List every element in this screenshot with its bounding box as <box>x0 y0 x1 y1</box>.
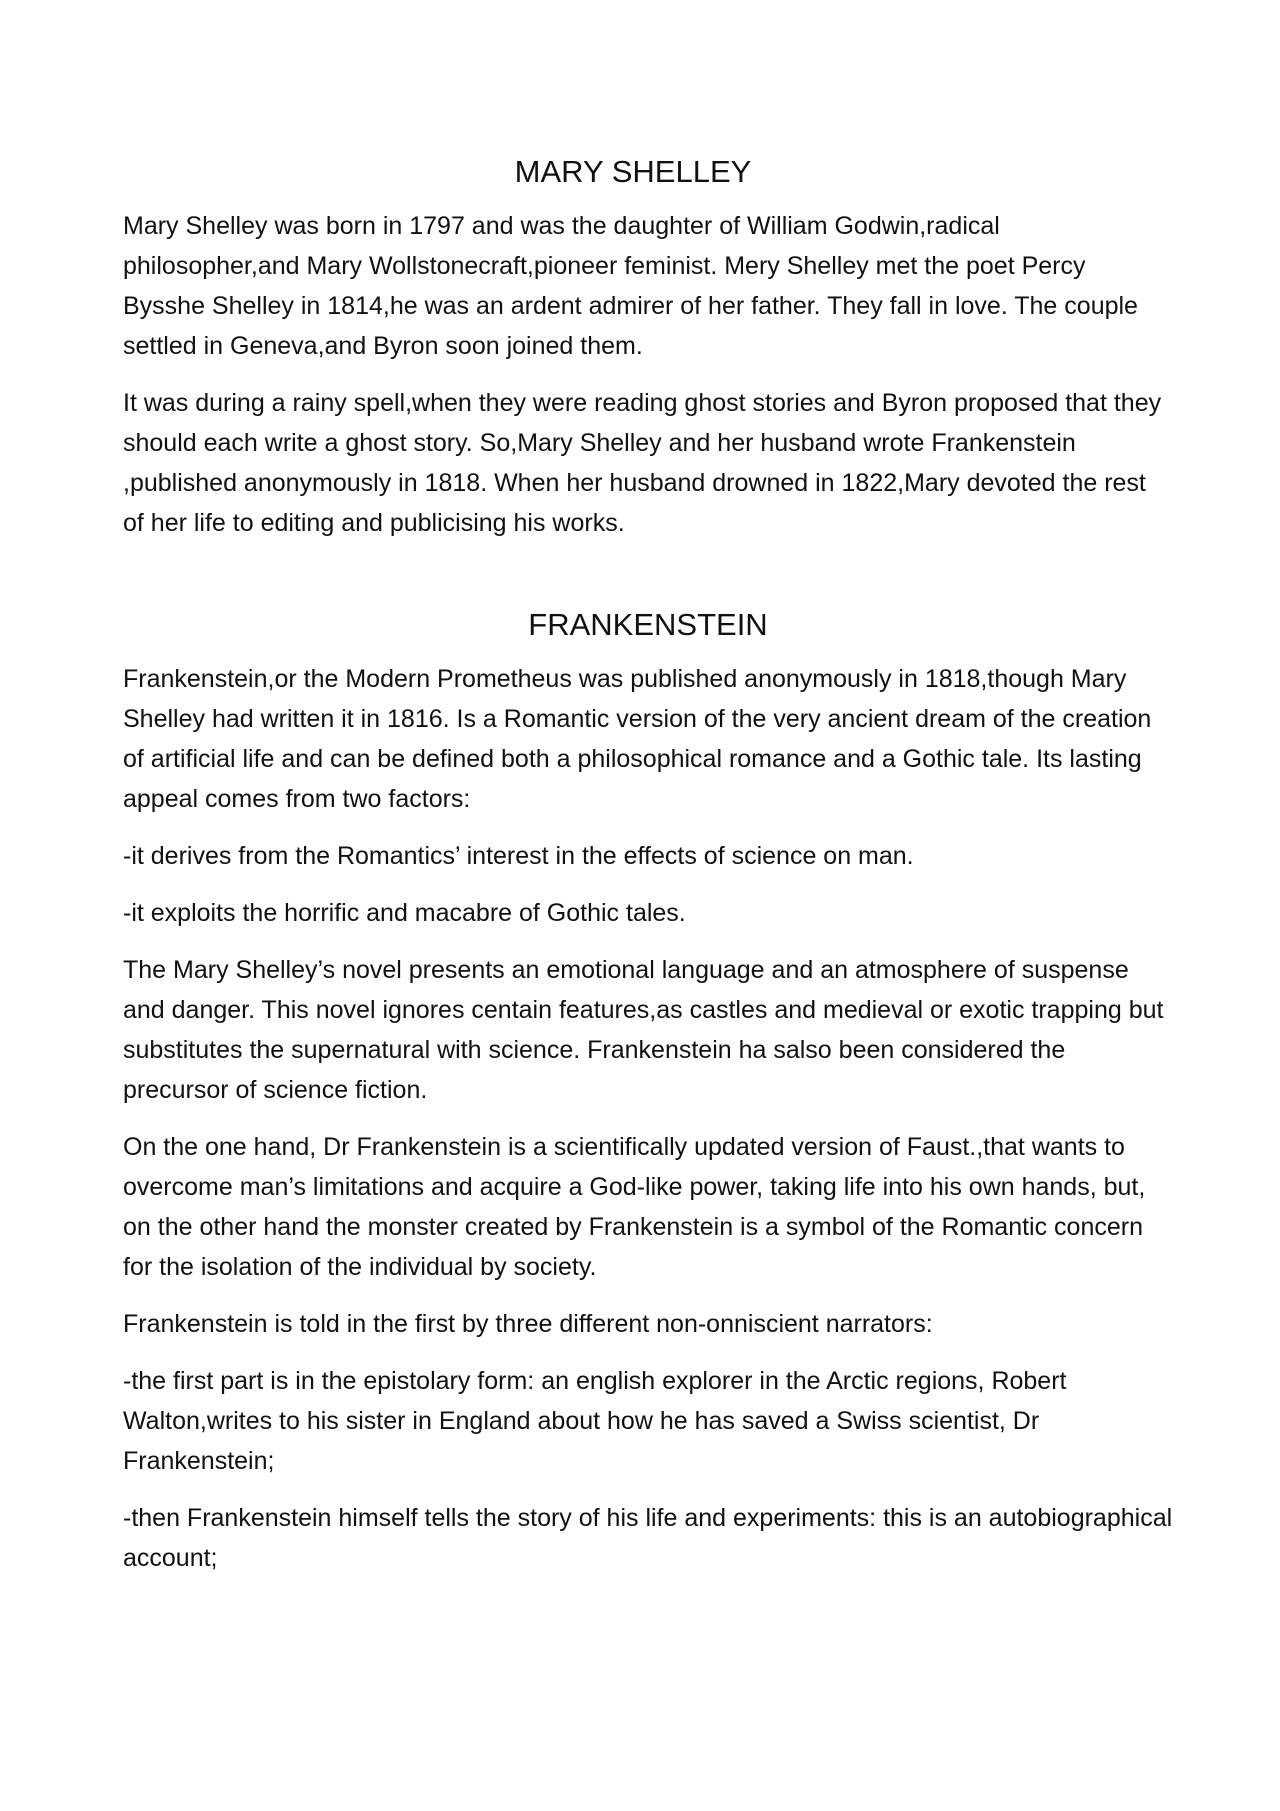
paragraph: -the first part is in the epistolary form: an english explorer in the Arctic regions, Robert Walton,writes to his sister in England about how he has saved a Swiss scientist, Dr Frankenstein; <box>123 1367 1067 1475</box>
paragraph: Frankenstein is told in the first by three different non-onniscient narrators: <box>123 1310 933 1338</box>
paragraph: The Mary Shelley’s novel presents an emotional language and an atmosphere of suspense and danger. This novel ignores centain features,as castles and medieval or exotic trapping but substitutes the supernatural with science. Frankenstein ha salso been considered the precursor of science fiction. <box>123 956 1164 1104</box>
document-page <box>123 152 1173 1595</box>
paragraph: -then Frankenstein himself tells the story of his life and experiments: this is an autobiographical account; <box>123 1504 1173 1572</box>
section-title-frankenstein: FRANKENSTEIN <box>528 607 768 642</box>
paragraph: Frankenstein,or the Modern Prometheus was published anonymously in 1818,though Mary Shelley had written it in 1816. Is a Romantic version of the very ancient dream of the creation of artificial life and can be defined both a philosophical romance and a Gothic tale. Its lasting appeal comes from two factors: <box>123 665 1152 813</box>
paragraph: It was during a rainy spell,when they were reading ghost stories and Byron proposed that they should each write a ghost story. So,Mary Shelley and her husband wrote Frankenstein ,published anonymously in 1818. When her husband drowned in 1822,Mary devoted the rest of her life to editing and publicising his works. <box>123 389 1162 537</box>
paragraph: -it exploits the horrific and macabre of Gothic tales. <box>123 899 686 927</box>
section-title-mary-shelley: MARY SHELLEY <box>514 154 752 189</box>
paragraph: Mary Shelley was born in 1797 and was the daughter of William Godwin,radical philosopher,and Mary Wollstonecraft,pioneer feminist. Mery Shelley met the poet Percy Bysshe Shelley in 1814,he was an ardent admirer of her father. They fall in love. The couple settled in Geneva,and Byron soon joined them. <box>123 212 1138 360</box>
paragraph: -it derives from the Romantics’ interest in the effects of science on man. <box>123 842 914 870</box>
paragraph: On the one hand, Dr Frankenstein is a scientifically updated version of Faust.,that wants to overcome man’s limitations and acquire a God-like power, taking life into his own hands, but, on the other hand the monster created by Frankenstein is a symbol of the Romantic concern for the isolation of the individual by society. <box>123 1133 1146 1281</box>
